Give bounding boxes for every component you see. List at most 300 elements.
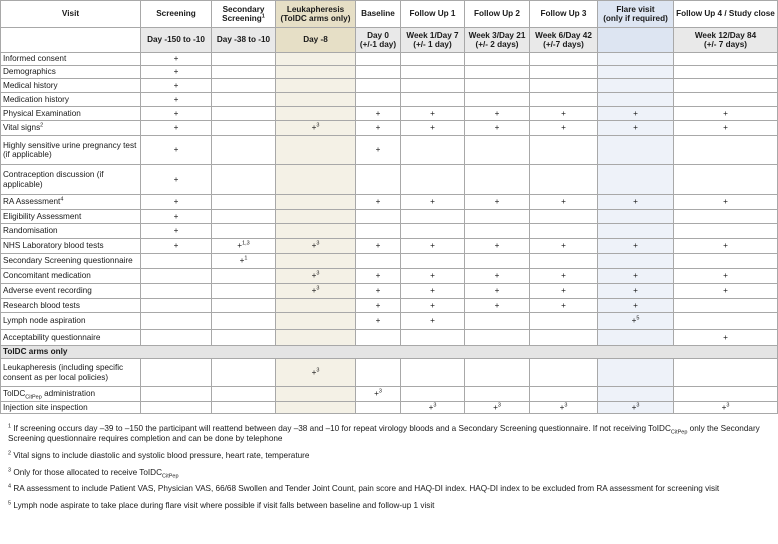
- assessment-mark-cell: [212, 210, 276, 224]
- footnote-text-cont: only the Secondary Screening questionnaire requires completion and can be done by telephone: [8, 424, 760, 443]
- assessment-mark-cell: [401, 239, 465, 254]
- assessment-mark-cell: [598, 224, 674, 239]
- required-mark: +: [723, 197, 728, 207]
- assessment-name: Research blood tests: [3, 300, 80, 310]
- assessment-mark-cell: [276, 239, 356, 254]
- assessment-mark-cell: [530, 299, 598, 313]
- assessment-mark-cell: [212, 136, 276, 165]
- assessment-mark-cell: [212, 224, 276, 239]
- assessment-name: TolDC: [3, 389, 26, 399]
- assessment-mark-cell: [276, 224, 356, 239]
- assessment-mark-cell: [356, 239, 401, 254]
- assessment-mark-cell: [530, 195, 598, 210]
- assessment-mark-cell: [276, 165, 356, 195]
- required-mark: +: [173, 108, 179, 118]
- required-mark: +: [633, 300, 638, 310]
- visit-header-text: Follow Up 4 / Study close: [676, 9, 775, 19]
- visit-header-text: Baseline: [361, 9, 395, 19]
- assessment-mark-cell: [465, 269, 530, 284]
- required-mark: +: [375, 300, 381, 310]
- assessment-mark-cell: [401, 299, 465, 313]
- visit-header-7: [530, 1, 598, 28]
- assessment-mark-cell: [212, 107, 276, 121]
- assessment-mark-cell: [598, 359, 674, 387]
- assessment-mark-cell: [401, 224, 465, 239]
- assessment-mark-cell: [401, 93, 465, 107]
- required-mark: +: [173, 94, 179, 104]
- assessment-mark-cell: [401, 66, 465, 79]
- assessment-row: [1, 239, 778, 254]
- required-mark: +: [173, 174, 179, 184]
- assessment-mark-cell: [212, 121, 276, 136]
- assessment-mark-cell: [530, 330, 598, 346]
- mark-footnote-ref: 3: [726, 402, 730, 409]
- required-mark: +: [311, 286, 317, 296]
- visit-header-1: [141, 1, 212, 28]
- assessment-mark-cell: [674, 330, 778, 346]
- assessment-name: Randomisation: [3, 226, 58, 236]
- visit-header-footnote-ref: 1: [261, 13, 265, 20]
- assessment-mark-cell: [356, 53, 401, 66]
- required-mark: +: [173, 67, 179, 77]
- required-mark: +: [561, 271, 566, 281]
- required-mark: +: [375, 108, 381, 118]
- assessment-mark-cell: [401, 387, 465, 402]
- footnote-text: RA assessment to include Patient VAS, Physician VAS, 66/68 Swollen and Tender Joint Count, pain score and HAQ-DI index. HAQ-DI index to be excluded from RA assessment for screening visit: [11, 484, 720, 494]
- assessment-mark-cell: [465, 121, 530, 136]
- assessment-mark-cell: [276, 136, 356, 165]
- footnote-text: If screening occurs day –39 to –150 the participant will reattend between day –38 and –10 for repeat virology bloods and a Secondary Screening questionnaire. If not receiving ToIDC: [11, 424, 671, 433]
- assessment-mark-cell: [598, 269, 674, 284]
- assessment-mark-cell: [598, 93, 674, 107]
- assessment-name-cell: [1, 66, 141, 79]
- visit-timing-tolerance: (+/-7 days): [543, 40, 584, 49]
- assessment-mark-cell: [356, 254, 401, 269]
- footnote-number: 2: [8, 449, 12, 456]
- assessment-mark-cell: [276, 107, 356, 121]
- footnote-3: [8, 468, 778, 478]
- assessment-mark-cell: [141, 313, 212, 330]
- assessment-mark-cell: [674, 121, 778, 136]
- mark-footnote-ref: 3: [316, 122, 320, 129]
- assessment-mark-cell: [465, 93, 530, 107]
- visit-timing-7: [530, 28, 598, 53]
- assessment-name-cell: [1, 136, 141, 165]
- assessment-mark-cell: [530, 107, 598, 121]
- assessment-name: Concomitant medication: [3, 271, 91, 281]
- assessment-mark-cell: [276, 121, 356, 136]
- assessment-row: [1, 93, 778, 107]
- assessment-mark-cell: [401, 269, 465, 284]
- assessment-mark-cell: [212, 66, 276, 79]
- footnote-number: 1: [8, 423, 12, 430]
- assessment-mark-cell: [356, 359, 401, 387]
- assessment-mark-cell: [598, 254, 674, 269]
- assessment-mark-cell: [465, 224, 530, 239]
- assessment-mark-cell: [141, 165, 212, 195]
- assessment-mark-cell: [674, 254, 778, 269]
- assessment-mark-cell: [530, 165, 598, 195]
- assessment-mark-cell: [674, 224, 778, 239]
- required-mark: +: [494, 197, 500, 207]
- mark-footnote-ref: 3: [378, 388, 382, 395]
- assessment-mark-cell: [141, 121, 212, 136]
- visit-timing-0: [1, 28, 141, 53]
- assessment-row: [1, 107, 778, 121]
- required-mark: +: [559, 402, 565, 412]
- assessment-mark-cell: [356, 330, 401, 346]
- assessment-footnote-ref: 4: [60, 196, 64, 203]
- required-mark: +: [633, 123, 638, 133]
- required-mark: +: [723, 123, 728, 133]
- assessment-mark-cell: [598, 53, 674, 66]
- visit-header-text: Flare visit: [616, 4, 655, 14]
- assessment-name: Informed consent: [3, 54, 67, 64]
- visit-header-8: [598, 1, 674, 28]
- required-mark: +: [721, 402, 727, 412]
- footnote-text: Only for those allocated to receive ToIDC: [11, 467, 162, 477]
- required-mark: +: [633, 241, 638, 251]
- assessment-name-cell: [1, 359, 141, 387]
- required-mark: +: [430, 271, 435, 281]
- assessment-mark-cell: [276, 330, 356, 346]
- required-mark: +: [173, 80, 179, 90]
- footnote-text: Vital signs to include diastolic and systolic blood pressure, heart rate, temperature: [11, 450, 310, 460]
- assessment-name: Medical history: [3, 80, 58, 90]
- assessment-mark-cell: [598, 210, 674, 224]
- visit-timing-3: [276, 28, 356, 53]
- assessment-name-cell: [1, 254, 141, 269]
- assessment-footnote-ref: 2: [40, 122, 44, 129]
- assessment-mark-cell: [530, 53, 598, 66]
- required-mark: +: [494, 123, 500, 133]
- assessment-mark-cell: [141, 107, 212, 121]
- assessment-mark-cell: [674, 239, 778, 254]
- assessment-mark-cell: [530, 93, 598, 107]
- assessment-row: [1, 313, 778, 330]
- required-mark: +: [237, 241, 243, 251]
- assessment-mark-cell: [465, 53, 530, 66]
- visit-timing-window: Day -38 to -10: [216, 35, 271, 45]
- assessment-mark-cell: [141, 299, 212, 313]
- assessment-name-cell: [1, 239, 141, 254]
- assessment-row: [1, 195, 778, 210]
- required-mark: +: [173, 145, 179, 155]
- assessment-name-cell: [1, 121, 141, 136]
- required-mark: +: [633, 108, 638, 118]
- required-mark: +: [723, 271, 728, 281]
- visit-timing-window: Week 1/Day 7: [406, 30, 459, 40]
- assessment-row: [1, 387, 778, 402]
- assessment-rows: [1, 53, 778, 414]
- visit-header-text: Screening: [156, 9, 196, 19]
- assessment-row: [1, 330, 778, 346]
- assessment-name: Acceptability questionnaire: [3, 332, 101, 342]
- assessment-name-cell: [1, 79, 141, 93]
- assessment-mark-cell: [141, 239, 212, 254]
- assessment-mark-cell: [141, 269, 212, 284]
- assessment-row: [1, 121, 778, 136]
- assessment-mark-cell: [356, 121, 401, 136]
- assessment-mark-cell: [530, 387, 598, 402]
- assessment-mark-cell: [212, 284, 276, 299]
- assessment-mark-cell: [598, 165, 674, 195]
- required-mark: +: [561, 286, 566, 296]
- assessment-mark-cell: [530, 239, 598, 254]
- required-mark: +: [493, 402, 498, 412]
- required-mark: +: [239, 256, 245, 266]
- visit-header-5: [401, 1, 465, 28]
- assessment-mark-cell: [530, 402, 598, 414]
- assessment-name: Contraception discussion (if applicable): [3, 170, 104, 189]
- visit-header-text: Secondary Screening: [222, 4, 265, 23]
- assessment-name: Secondary Screening questionnaire: [3, 256, 133, 266]
- assessment-name: Vital signs: [3, 123, 41, 133]
- assessment-mark-cell: [212, 195, 276, 210]
- assessment-name: NHS Laboratory blood tests: [3, 241, 104, 251]
- assessment-mark-cell: [401, 136, 465, 165]
- mark-footnote-ref: 3: [316, 270, 320, 277]
- assessment-mark-cell: [141, 136, 212, 165]
- required-mark: +: [633, 271, 638, 281]
- assessment-mark-cell: [141, 93, 212, 107]
- required-mark: +: [631, 402, 637, 412]
- visit-header-text: Follow Up 2: [474, 9, 520, 19]
- required-mark: +: [494, 300, 500, 310]
- footnote-number: 5: [8, 500, 12, 507]
- footnote-1: [8, 424, 778, 444]
- assessment-mark-cell: [530, 121, 598, 136]
- visit-timing-window: Week 12/Day 84: [694, 30, 757, 40]
- assessment-mark-cell: [465, 402, 530, 414]
- assessment-mark-cell: [356, 269, 401, 284]
- assessment-mark-cell: [212, 239, 276, 254]
- assessment-row: [1, 136, 778, 165]
- assessment-mark-cell: [598, 195, 674, 210]
- visit-timing-window: Day 0: [367, 30, 389, 40]
- assessment-mark-cell: [465, 330, 530, 346]
- assessment-name: Eligibility Assessment: [3, 211, 82, 221]
- assessment-name-cell: [1, 93, 141, 107]
- assessment-mark-cell: [141, 210, 212, 224]
- assessment-mark-cell: [141, 79, 212, 93]
- assessment-mark-cell: [141, 330, 212, 346]
- required-mark: +: [430, 300, 435, 310]
- assessment-name: Medication history: [3, 94, 69, 104]
- visit-timing-1: [141, 28, 212, 53]
- assessment-row: [1, 53, 778, 66]
- required-mark: +: [430, 241, 435, 251]
- assessment-mark-cell: [530, 313, 598, 330]
- assessment-mark-cell: [212, 269, 276, 284]
- visit-timing-window: Day -150 to -10: [147, 35, 205, 45]
- assessment-mark-cell: [356, 224, 401, 239]
- required-mark: +: [430, 108, 435, 118]
- assessment-mark-cell: [465, 299, 530, 313]
- assessment-mark-cell: [356, 195, 401, 210]
- assessment-mark-cell: [465, 359, 530, 387]
- required-mark: +: [561, 300, 566, 310]
- assessment-mark-cell: [530, 269, 598, 284]
- assessment-mark-cell: [401, 121, 465, 136]
- assessment-mark-cell: [356, 93, 401, 107]
- required-mark: +: [561, 241, 566, 251]
- visit-header-text: Leukapheresis (TolDC arms only): [280, 4, 351, 23]
- assessment-mark-cell: [276, 284, 356, 299]
- visit-timing-2: [212, 28, 276, 53]
- footnote-text: Lymph node aspirate to take place during flare visit where possible if visit falls between baseline and follow-up 1 visit: [11, 501, 435, 511]
- footnote-4: [8, 484, 778, 494]
- assessment-mark-cell: [598, 66, 674, 79]
- assessment-mark-cell: [141, 66, 212, 79]
- visit-timing-window: Day -8: [303, 35, 328, 45]
- required-mark: +: [173, 54, 179, 64]
- assessment-row: [1, 269, 778, 284]
- visit-header-subline: (only if required): [603, 14, 668, 23]
- footnote-5: [8, 501, 778, 511]
- visit-header-2: [212, 1, 276, 28]
- assessment-mark-cell: [465, 79, 530, 93]
- visit-timing-tolerance: (+/- 1 day): [413, 40, 452, 49]
- assessment-mark-cell: [356, 313, 401, 330]
- assessment-mark-cell: [212, 254, 276, 269]
- visit-header-4: [356, 1, 401, 28]
- assessment-mark-cell: [401, 107, 465, 121]
- assessment-mark-cell: [356, 79, 401, 93]
- assessment-mark-cell: [530, 210, 598, 224]
- assessment-name: Highly sensitive urine pregnancy test (if applicable): [3, 140, 137, 159]
- assessment-mark-cell: [598, 284, 674, 299]
- required-mark: +: [494, 271, 500, 281]
- assessment-mark-cell: [530, 224, 598, 239]
- required-mark: +: [428, 402, 434, 412]
- visit-header-row: [1, 1, 778, 28]
- footnote-number: 4: [8, 483, 12, 490]
- required-mark: +: [494, 108, 500, 118]
- assessment-mark-cell: [598, 121, 674, 136]
- required-mark: +: [374, 389, 379, 399]
- assessment-name: Lymph node aspiration: [3, 316, 86, 326]
- assessment-mark-cell: [141, 359, 212, 387]
- assessment-mark-cell: [674, 210, 778, 224]
- required-mark: +: [430, 197, 435, 207]
- assessment-name-cell: [1, 330, 141, 346]
- assessment-mark-cell: [212, 93, 276, 107]
- assessment-row: [1, 254, 778, 269]
- mark-footnote-ref: 3: [564, 402, 568, 409]
- required-mark: +: [375, 316, 381, 326]
- assessment-mark-cell: [674, 269, 778, 284]
- assessment-mark-cell: [674, 165, 778, 195]
- assessment-mark-cell: [465, 107, 530, 121]
- assessment-mark-cell: [530, 79, 598, 93]
- assessment-mark-cell: [598, 330, 674, 346]
- assessment-mark-cell: [356, 165, 401, 195]
- assessment-mark-cell: [674, 387, 778, 402]
- assessment-mark-cell: [674, 359, 778, 387]
- assessment-mark-cell: [276, 359, 356, 387]
- required-mark: +: [375, 271, 381, 281]
- assessment-name-cell: [1, 269, 141, 284]
- footnote-2: [8, 451, 778, 461]
- assessment-mark-cell: [465, 66, 530, 79]
- assessment-name-cell: [1, 387, 141, 402]
- assessment-mark-cell: [356, 299, 401, 313]
- section-row: [1, 346, 778, 359]
- assessment-mark-cell: [276, 93, 356, 107]
- required-mark: +: [173, 226, 179, 236]
- assessment-mark-cell: [674, 136, 778, 165]
- assessment-mark-cell: [356, 136, 401, 165]
- assessment-mark-cell: [674, 284, 778, 299]
- assessment-mark-cell: [465, 284, 530, 299]
- required-mark: +: [375, 241, 381, 251]
- assessment-mark-cell: [276, 313, 356, 330]
- required-mark: +: [375, 286, 381, 296]
- footnotes: [0, 424, 778, 511]
- assessment-mark-cell: [356, 284, 401, 299]
- assessment-mark-cell: [276, 402, 356, 414]
- assessment-mark-cell: [674, 313, 778, 330]
- required-mark: +: [633, 286, 638, 296]
- required-mark: +: [561, 123, 566, 133]
- required-mark: +: [430, 123, 435, 133]
- assessment-mark-cell: [465, 387, 530, 402]
- assessment-mark-cell: [212, 359, 276, 387]
- assessment-mark-cell: [141, 284, 212, 299]
- footnote-number: 3: [8, 466, 12, 473]
- assessment-row: [1, 210, 778, 224]
- assessment-mark-cell: [530, 136, 598, 165]
- assessment-mark-cell: [141, 195, 212, 210]
- assessment-mark-cell: [401, 210, 465, 224]
- visit-timing-4: [356, 28, 401, 53]
- assessment-mark-cell: [598, 136, 674, 165]
- visit-header-text: Follow Up 3: [540, 9, 587, 19]
- mark-footnote-ref: 1: [244, 255, 248, 262]
- assessment-mark-cell: [598, 299, 674, 313]
- required-mark: +: [561, 108, 566, 118]
- assessment-mark-cell: [401, 284, 465, 299]
- assessment-row: [1, 284, 778, 299]
- assessment-mark-cell: [674, 299, 778, 313]
- assessment-name-cell: [1, 313, 141, 330]
- assessment-name: RA Assessment: [3, 197, 61, 207]
- required-mark: +: [430, 286, 435, 296]
- mark-footnote-ref: 3: [316, 240, 320, 247]
- visit-timing-window: Week 6/Day 42: [535, 30, 592, 40]
- assessment-row: [1, 66, 778, 79]
- visit-timing-tolerance: (+/- 2 days): [475, 40, 519, 49]
- required-mark: +: [311, 367, 317, 377]
- assessment-name-cell: [1, 195, 141, 210]
- assessment-mark-cell: [276, 254, 356, 269]
- assessment-mark-cell: [598, 402, 674, 414]
- assessment-mark-cell: [530, 359, 598, 387]
- required-mark: +: [311, 123, 317, 133]
- required-mark: +: [173, 123, 179, 133]
- assessment-mark-cell: [212, 79, 276, 93]
- assessment-mark-cell: [356, 387, 401, 402]
- visit-timing-tolerance: (+/-1 day): [359, 40, 397, 49]
- visit-header-3: [276, 1, 356, 28]
- visit-timing-6: [465, 28, 530, 53]
- required-mark: +: [723, 286, 728, 296]
- required-mark: +: [173, 211, 179, 221]
- assessment-mark-cell: [598, 387, 674, 402]
- assessment-mark-cell: [530, 254, 598, 269]
- assessment-mark-cell: [674, 66, 778, 79]
